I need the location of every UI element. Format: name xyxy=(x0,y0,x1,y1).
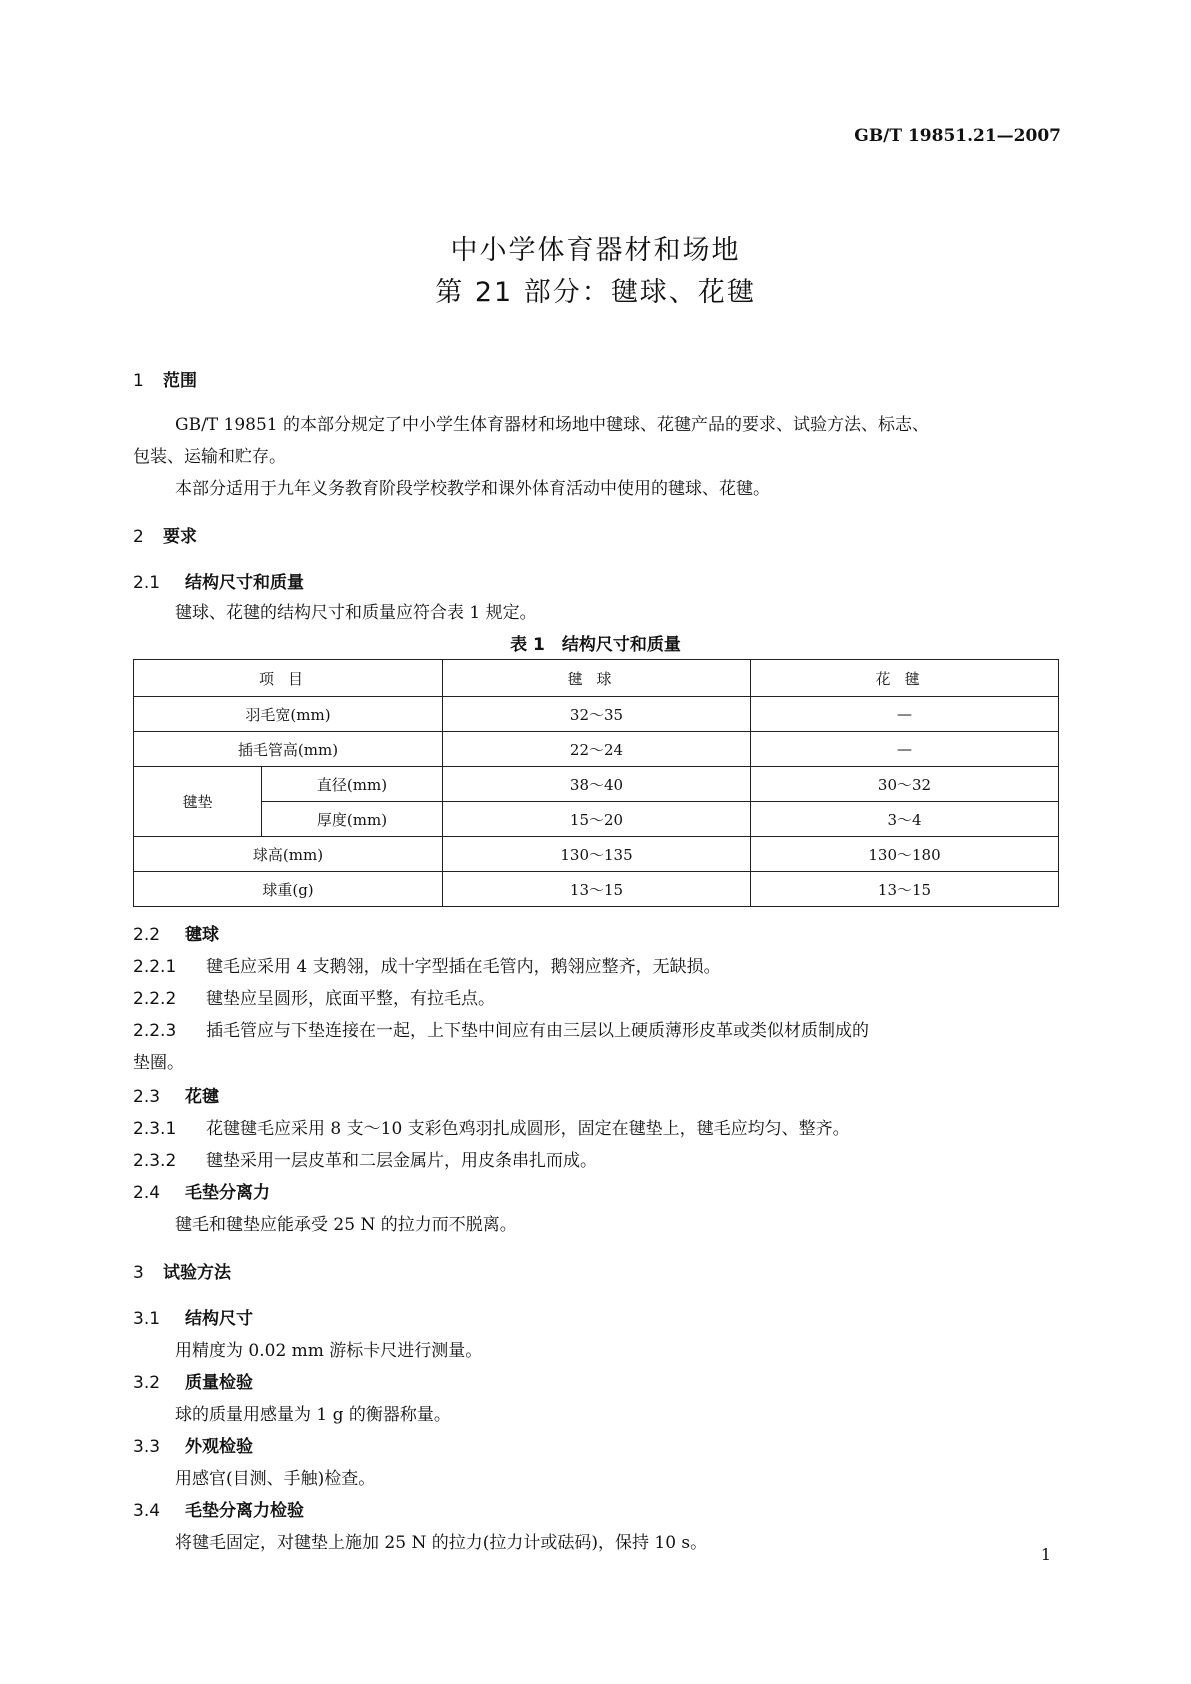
cell-jianqiu: 32～35 xyxy=(443,697,751,732)
table-caption: 表 1 结构尺寸和质量 xyxy=(510,635,681,655)
cell-jianqiu: 130～135 xyxy=(443,837,751,872)
section-2-3-2: 2.3.2 毽垫采用一层皮革和二层金属片，用皮条串扎而成。 xyxy=(133,1151,597,1171)
cell-jianqiu: 13～15 xyxy=(443,872,751,907)
section-2-2-heading: 2.2 毽球 xyxy=(133,925,219,945)
row-label: 羽毛宽(mm) xyxy=(134,697,443,732)
section-2-heading: 2 要求 xyxy=(133,527,197,547)
section-3-3-heading: 3.3 外观检验 xyxy=(133,1437,253,1457)
section-1-paragraph-1-line-2: 包装、运输和贮存。 xyxy=(133,447,286,467)
standard-code: GB/T 19851.21—2007 xyxy=(854,126,1061,146)
table-row xyxy=(134,697,1059,732)
page-number: 1 xyxy=(1040,1545,1051,1564)
section-2-1-heading: 2.1 结构尺寸和质量 xyxy=(133,573,304,593)
section-2-3-heading: 2.3 花毽 xyxy=(133,1087,219,1107)
section-3-4-text: 将毽毛固定，对毽垫上施加 25 N 的拉力(拉力计或砝码)，保持 10 s。 xyxy=(175,1533,708,1553)
section-1-paragraph-1-line-1: GB/T 19851 的本部分规定了中小学生体育器材和场地中毽球、花毽产品的要求、试验方法、标志、 xyxy=(175,415,930,435)
section-3-2-text: 球的质量用感量为 1 g 的衡器称量。 xyxy=(175,1405,451,1425)
table-row xyxy=(134,872,1059,907)
section-2-2-3-line-1: 2.2.3 插毛管应与下垫连接在一起，上下垫中间应有由三层以上硬质薄形皮革或类似材质制成的 xyxy=(133,1021,869,1041)
section-1-paragraph-2: 本部分适用于九年义务教育阶段学校教学和课外体育活动中使用的毽球、花毽。 xyxy=(175,479,770,499)
section-3-1-heading: 3.1 结构尺寸 xyxy=(133,1309,253,1329)
group-label: 毽垫 xyxy=(134,767,262,837)
table-row xyxy=(134,837,1059,872)
cell-jianqiu: 38～40 xyxy=(443,767,751,802)
table-row xyxy=(134,767,1059,802)
row-label: 球高(mm) xyxy=(134,837,443,872)
section-2-4-heading: 2.4 毛垫分离力 xyxy=(133,1183,270,1203)
cell-huajian: 13～15 xyxy=(751,872,1059,907)
section-3-4-heading: 3.4 毛垫分离力检验 xyxy=(133,1501,304,1521)
row-label: 球重(g) xyxy=(134,872,443,907)
section-2-2-2: 2.2.2 毽垫应呈圆形，底面平整，有拉毛点。 xyxy=(133,989,495,1009)
cell-huajian: 30～32 xyxy=(751,767,1059,802)
document-title: 中小学体育器材和场地 xyxy=(450,235,741,266)
section-3-1-text: 用精度为 0.02 mm 游标卡尺进行测量。 xyxy=(175,1341,483,1361)
header-jianqiu: 毽球 xyxy=(443,660,751,697)
row-label: 插毛管高(mm) xyxy=(134,732,443,767)
section-2-2-1: 2.2.1 毽毛应采用 4 支鹅翎，成十字型插在毛管内，鹅翎应整齐，无缺损。 xyxy=(133,957,721,977)
section-3-heading: 3 试验方法 xyxy=(133,1263,231,1283)
table-row xyxy=(134,802,1059,837)
document-subtitle: 第 21 部分：毽球、花毽 xyxy=(435,277,756,308)
row-label: 厚度(mm) xyxy=(262,802,443,837)
section-2-3-1: 2.3.1 花毽毽毛应采用 8 支～10 支彩色鸡羽扎成圆形，固定在毽垫上，毽毛应均匀、整齐。 xyxy=(133,1119,850,1139)
cell-jianqiu: 22～24 xyxy=(443,732,751,767)
table-row xyxy=(134,732,1059,767)
header-item: 项目 xyxy=(134,660,443,697)
cell-jianqiu: 15～20 xyxy=(443,802,751,837)
table-header-row xyxy=(134,660,1059,697)
cell-huajian: 130～180 xyxy=(751,837,1059,872)
cell-huajian: 3～4 xyxy=(751,802,1059,837)
section-2-2-3-line-2: 垫圈。 xyxy=(133,1053,184,1073)
section-3-2-heading: 3.2 质量检验 xyxy=(133,1373,253,1393)
section-1-heading: 1 范围 xyxy=(133,371,197,391)
cell-huajian: — xyxy=(751,732,1059,767)
cell-huajian: — xyxy=(751,697,1059,732)
header-huajian: 花毽 xyxy=(751,660,1059,697)
section-2-1-text: 毽球、花毽的结构尺寸和质量应符合表 1 规定。 xyxy=(175,603,537,623)
row-label: 直径(mm) xyxy=(262,767,443,802)
section-2-4-text: 毽毛和毽垫应能承受 25 N 的拉力而不脱离。 xyxy=(175,1215,517,1235)
spec-table xyxy=(133,659,1059,907)
section-3-3-text: 用感官(目测、手触)检查。 xyxy=(175,1469,376,1489)
